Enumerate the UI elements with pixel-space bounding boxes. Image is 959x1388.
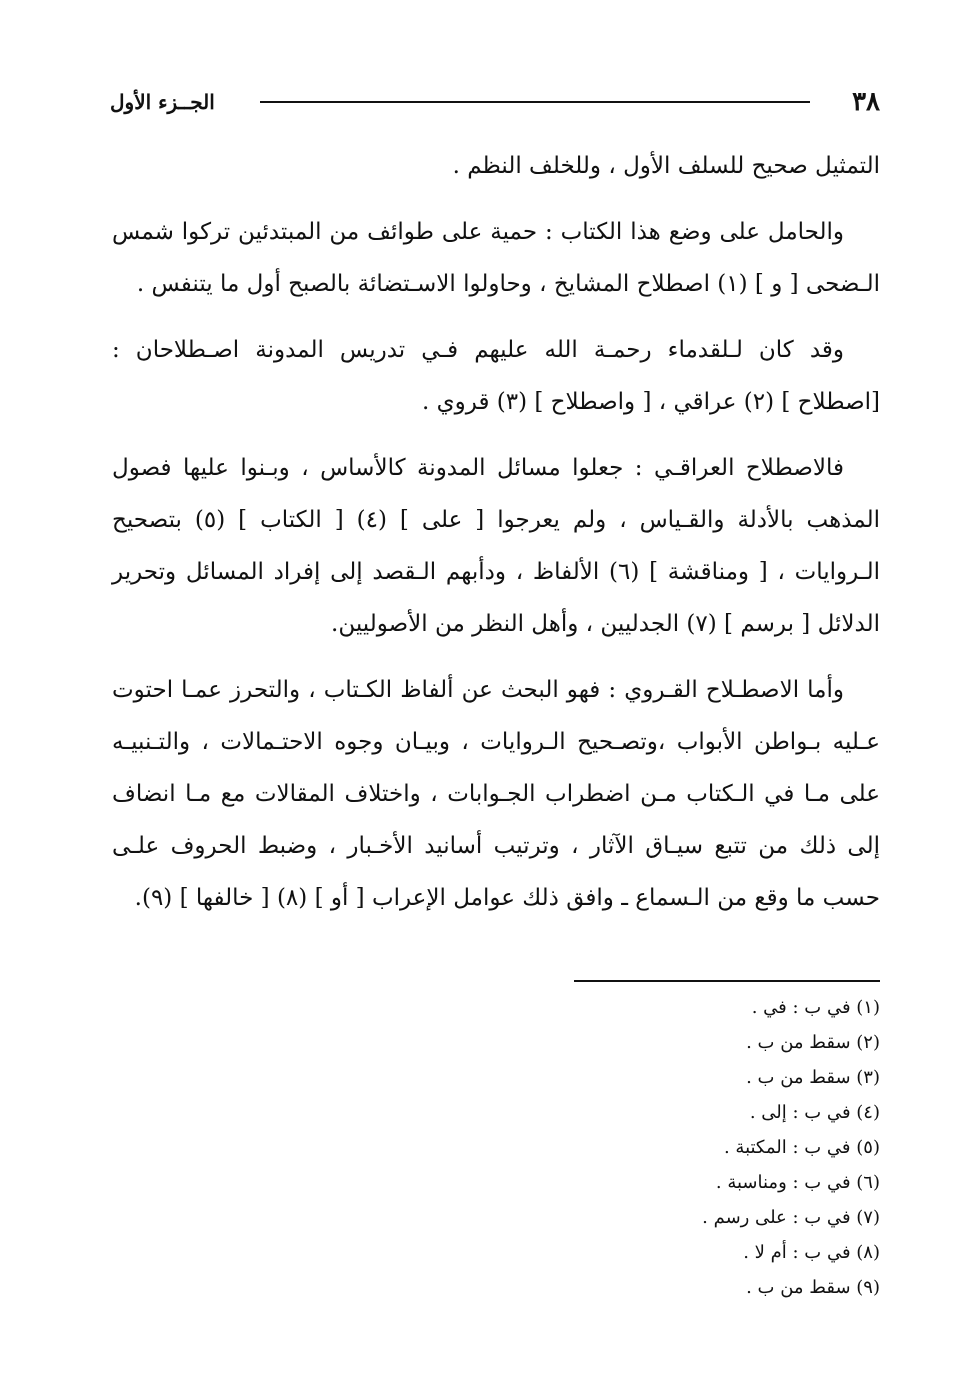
main-text bbox=[112, 140, 880, 938]
footnotes-list bbox=[520, 990, 880, 1305]
page-number: ٣٨ bbox=[852, 87, 880, 117]
paragraph-4: فالاصطلاح العراقـي : جعلوا مسائل المدونة كالأساس ، وبـنوا عليها فصول المذهب بالأدلة والقـياس ، ولم يعرجوا [ على ] (٤) [ الكتاب ] (٥) بتصحيح الـروايات ، [ ومناقشة ] (٦) الألفاظ ، ودأبهم الـقصد إلى إفراد المسائل وتحرير الدلائل [ برسم ] (٧) الجدليين ، وأهل النظر من الأصوليين. bbox=[112, 455, 880, 637]
footnote-6: (٦) في ب : ومناسبة . bbox=[715, 1172, 880, 1193]
paragraph-5: وأما الاصطـلاح القـروي : فهو البحث عن ألفاظ الكـتاب ، والتحرز عمـا احتوت عـليه بـواطن الأبواب ،وتصـحيح الـروايات ، وبيـان وجوه الاحتـمالات ، والتـنبيـه على مـا في الـكتاب مـن اضطراب الجـوابات ، واختلاف المقالات مع مـا انضاف إلى ذلك من تتبع سيـاق الآثار ، وترتيب أسانيد الأخـبار ، وضبط الحروف علـى حسب ما وقع من الـسماع ـ وافق ذلك عوامل الإعراب [ أو ] (٨) [ خالفها ] (٩). bbox=[112, 677, 880, 911]
paragraph-2: والحامل على وضع هذا الكتاب : حمية على طوائف من المبتدئين تركوا شمس الـضحى [ و ] (١) اصطلاح المشايخ ، وحاولوا الاسـتضائة بالصبح أول ما يتنفس . bbox=[112, 219, 880, 297]
paragraph-3: وقد كان لـلقدماء رحمـة الله عليهم فـي تدريس المدونة اصـطلاحان : [اصطلاح ] (٢) عراقي ، [ واصطلاح ] (٣) قروي . bbox=[112, 337, 880, 415]
page-header bbox=[110, 82, 880, 122]
paragraph-1: التمثيل صحيح للسلف الأول ، وللخلف النظم . bbox=[452, 153, 880, 179]
footnote-1: (١) في ب : في . bbox=[751, 997, 880, 1018]
footnotes-rule bbox=[574, 980, 880, 982]
footnote-8: (٨) في ب : أم لا . bbox=[743, 1242, 880, 1263]
footnote-5: (٥) في ب : المكتبة . bbox=[723, 1137, 880, 1158]
header-rule bbox=[260, 101, 810, 103]
footnote-2: (٢) سقط من ب . bbox=[746, 1032, 880, 1053]
footnote-7: (٧) في ب : على رسم . bbox=[702, 1207, 880, 1228]
footnote-4: (٤) في ب : إلى . bbox=[749, 1102, 880, 1123]
footnote-3: (٣) سقط من ب . bbox=[746, 1067, 880, 1088]
volume-title: الجــزء الأول bbox=[110, 90, 215, 114]
footnote-9: (٩) سقط من ب . bbox=[746, 1277, 880, 1298]
